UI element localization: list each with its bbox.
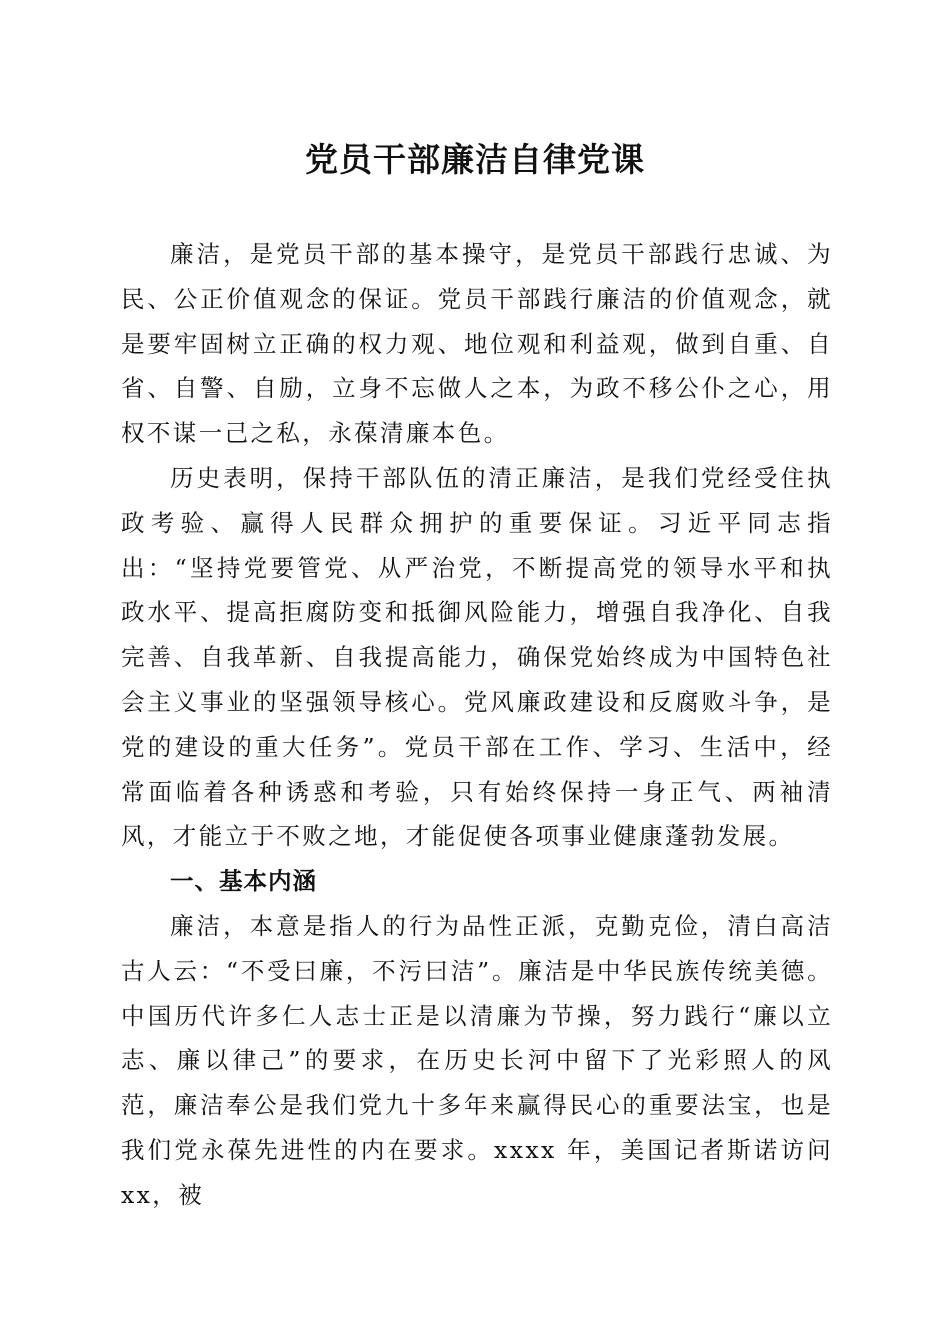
paragraph-basic-meaning: 廉洁，本意是指人的行为品性正派，克勤克俭，清白高洁古人云：“不受曰廉，不污曰洁”。廉洁是中华民族传统美德。中国历代许多仁人志士正是以清廉为节操，努力践行“廉以立志、廉以律己”的要求，在历史长河中留下了光彩照人的风范，廉洁奉公是我们党九十多年来赢得民心的重要法宝，也是我们党永葆先进性的内在要求。xxxx 年，美国记者斯诺访问 xx，被 bbox=[121, 911, 833, 1209]
document-body bbox=[121, 232, 833, 1218]
paragraph-history: 历史表明，保持干部队伍的清正廉洁，是我们党经受住执政考验、赢得人民群众拥护的重要保证。习近平同志指出：“坚持党要管党、从严治党，不断提高党的领导水平和执政水平、提高拒腐防变和抵御风险能力，增强自我净化、自我完善、自我革新、自我提高能力，确保党始终成为中国特色社会主义事业的坚强领导核心。党风廉政建设和反腐败斗争，是党的建设的重大任务”。党员干部在工作、学习、生活中，经常面临着各种诱惑和考验，只有始终保持一身正气、两袖清风，才能立于不败之地，才能促使各项事业健康蓬勃发展。 bbox=[121, 463, 833, 851]
section-heading-basic-meaning: 一、基本内涵 bbox=[170, 867, 317, 896]
document-title: 党员干部廉洁自律党课 bbox=[305, 140, 645, 179]
paragraph-integrity-definition: 廉洁，是党员干部的基本操守，是党员干部践行忠诚、为民、公正价值观念的保证。党员干部践行廉洁的价值观念，就是要牢固树立正确的权力观、地位观和利益观，做到自重、自省、自警、自励，立身不忘做人之本，为政不移公仆之心，用权不谋一己之私，永葆清廉本色。 bbox=[121, 240, 833, 448]
